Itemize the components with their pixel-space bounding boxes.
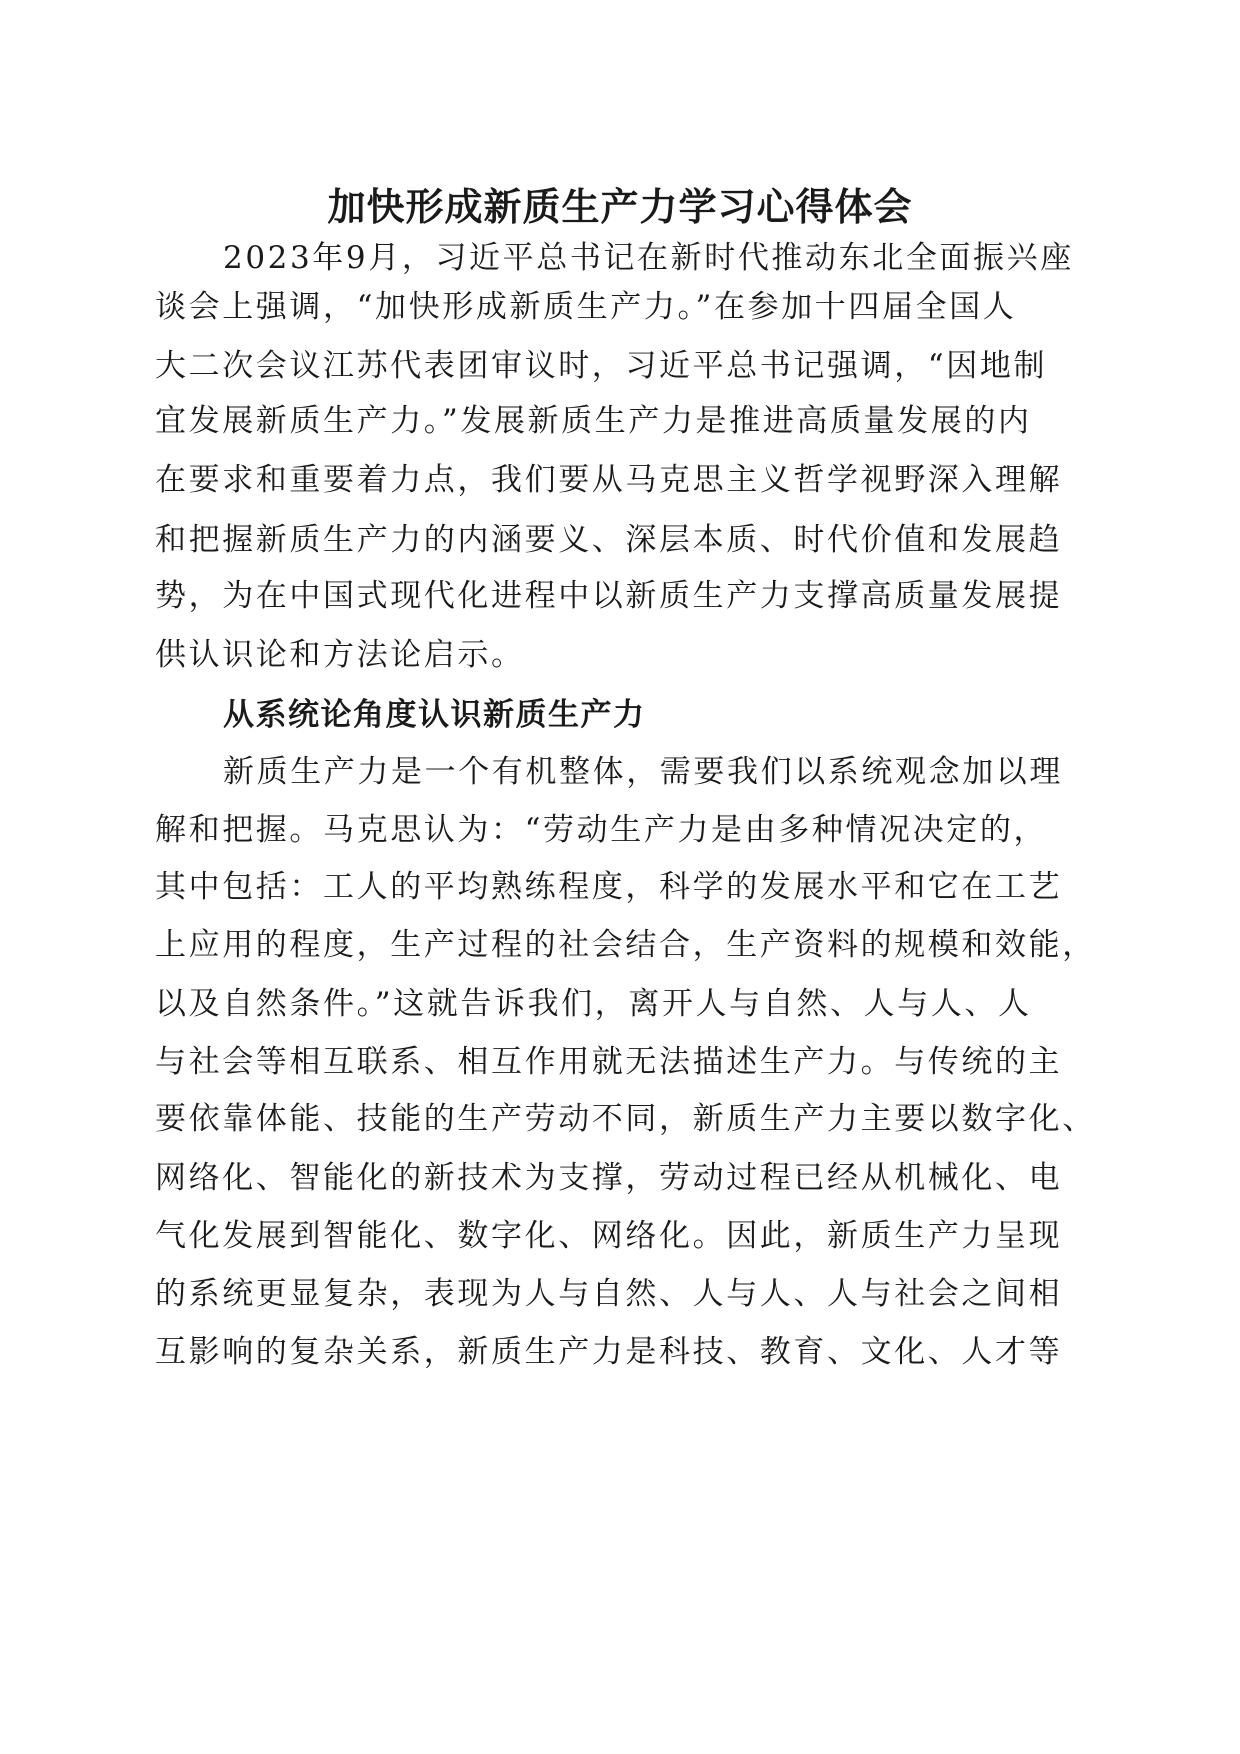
paragraph-2-line-10: 的系统更显复杂，表现为人与自然、人与人、人与社会之间相: [155, 1276, 1063, 1312]
paragraph-2-line-5: 以及自然条件。”这就告诉我们，离开人与自然、人与人、人: [155, 986, 1032, 1022]
document-title: 加快形成新质生产力学习心得体会: [327, 184, 913, 229]
paragraph-1-line-2: 谈会上强调，“加快形成新质生产力。”在参加十四届全国人: [155, 289, 1017, 325]
paragraph-1-line-8: 供认识论和方法论启示。: [155, 637, 525, 673]
paragraph-2-line-4: 上应用的程度，生产过程的社会结合，生产资料的规模和效能，: [155, 927, 1096, 963]
paragraph-2-line-7: 要依靠体能、技能的生产劳动不同，新质生产力主要以数字化、: [155, 1101, 1096, 1137]
section-heading: 从系统论角度认识新质生产力: [223, 697, 646, 733]
paragraph-2-line-8: 网络化、智能化的新技术为支撑，劳动过程已经从机械化、电: [155, 1160, 1063, 1196]
paragraph-1-line-6: 和把握新质生产力的内涵要义、深层本质、时代价值和发展趋: [155, 522, 1063, 558]
paragraph-1-line-1: 2023年9月，习近平总书记在新时代推动东北全面振兴座: [223, 240, 1074, 276]
paragraph-1-line-7: 势，为在中国式现代化进程中以新质生产力支撑高质量发展提: [155, 578, 1063, 614]
paragraph-2-line-9: 气化发展到智能化、数字化、网络化。因此，新质生产力呈现: [155, 1218, 1063, 1254]
paragraph-1-line-3: 大二次会议江苏代表团审议时，习近平总书记强调，“因地制: [155, 348, 1048, 384]
paragraph-2-line-6: 与社会等相互联系、相互作用就无法描述生产力。与传统的主: [155, 1044, 1063, 1080]
paragraph-2-line-1: 新质生产力是一个有机整体，需要我们以系统观念加以理: [223, 754, 1063, 790]
paragraph-1-line-5: 在要求和重要着力点，我们要从马克思主义哲学视野深入理解: [155, 462, 1063, 498]
paragraph-2-line-11: 互影响的复杂关系，新质生产力是科技、教育、文化、人才等: [155, 1334, 1063, 1370]
paragraph-2-line-2: 解和把握。马克思认为：“劳动生产力是由多种情况决定的，: [155, 812, 1048, 848]
paragraph-1-line-4: 宜发展新质生产力。”发展新质生产力是推进高质量发展的内: [155, 403, 1032, 439]
paragraph-2-line-3: 其中包括：工人的平均熟练程度，科学的发展水平和它在工艺: [155, 869, 1063, 905]
